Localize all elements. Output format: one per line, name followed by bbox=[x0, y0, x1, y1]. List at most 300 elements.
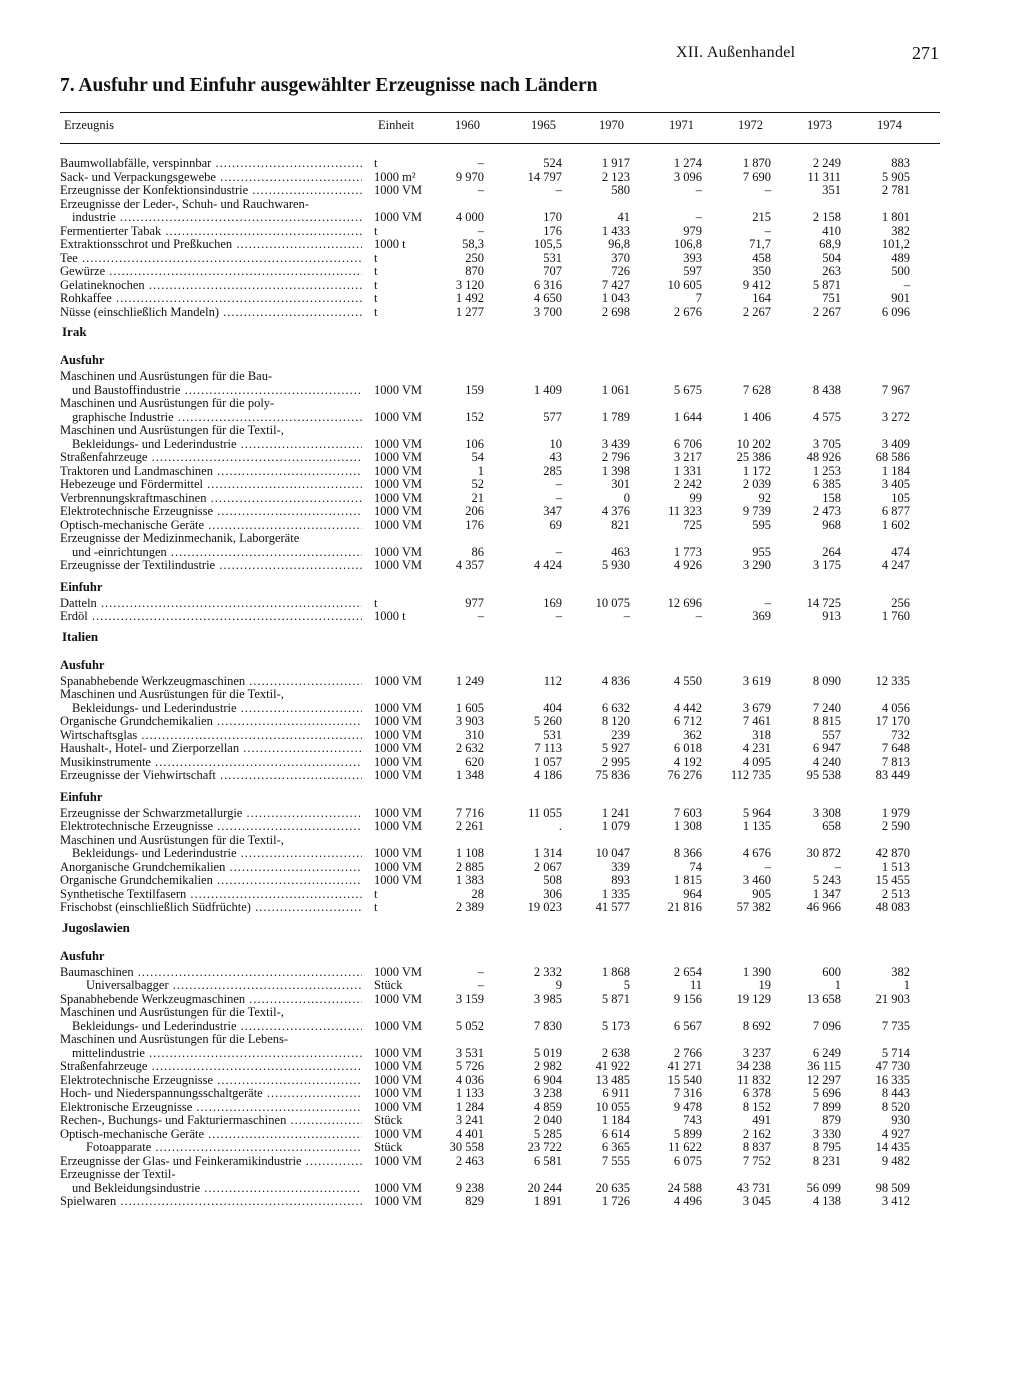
table-cell-1974: 5 905 bbox=[881, 169, 910, 184]
table-cell-1960: 3 120 bbox=[455, 277, 484, 292]
table-cell-1971: 41 271 bbox=[667, 1059, 702, 1073]
row-label: und Baustoffindustrie ..... bbox=[72, 384, 362, 398]
table-row-continued-label bbox=[0, 424, 1024, 438]
table-row bbox=[0, 874, 1024, 888]
table-cell-1960: 206 bbox=[465, 504, 484, 518]
row-label: Straßenfahrzeuge ..... bbox=[60, 451, 362, 465]
table-cell-1965: 2 040 bbox=[533, 1113, 562, 1127]
table-row bbox=[0, 756, 1024, 770]
table-cell-1960: 4 401 bbox=[455, 1126, 484, 1141]
table-cell-1970: 41 577 bbox=[595, 900, 630, 914]
table-row bbox=[0, 465, 1024, 479]
table-cell-1970: 1 079 bbox=[601, 819, 630, 833]
table-cell-1965: 531 bbox=[543, 727, 562, 742]
row-label: Elektrotechnische Erzeugnisse ..... bbox=[60, 1074, 362, 1088]
table-cell-1960: – bbox=[477, 964, 484, 979]
table-cell-1970: 1 241 bbox=[601, 805, 630, 820]
table-row bbox=[0, 171, 1024, 185]
row-label: Maschinen und Ausrüstungen für die poly- bbox=[60, 397, 275, 410]
table-cell-1971: 1 308 bbox=[673, 819, 702, 833]
table-cell-1973: 13 658 bbox=[806, 991, 841, 1006]
table-cell-1974: 7 967 bbox=[881, 382, 910, 397]
row-label: Fermentierter Tabak ..... bbox=[60, 225, 362, 239]
table-cell-1974: 1 760 bbox=[881, 609, 910, 623]
table-cell-1973: 1 347 bbox=[812, 886, 841, 901]
table-cell-1960: 3 159 bbox=[455, 991, 484, 1006]
country-heading: Irak bbox=[62, 324, 87, 339]
table-cell-1972: 8 692 bbox=[742, 1018, 771, 1033]
row-unit: 1000 VM bbox=[374, 805, 423, 820]
table-cell-1970: 821 bbox=[611, 517, 630, 532]
row-label: Verbrennungskraftmaschinen ..... bbox=[60, 492, 362, 506]
table-cell-1971: 7 603 bbox=[673, 805, 702, 820]
row-label: Maschinen und Ausrüstungen für die Textil-, bbox=[60, 688, 284, 701]
table-cell-1971: 2 242 bbox=[673, 477, 702, 491]
row-label: und Bekleidungsindustrie ..... bbox=[72, 1182, 362, 1196]
row-unit: 1000 VM bbox=[374, 1099, 423, 1114]
table-cell-1970: 463 bbox=[611, 544, 630, 559]
table-cell-1973: 68,9 bbox=[819, 237, 841, 251]
table-cell-1970: 5 bbox=[623, 978, 630, 992]
table-row-continued-label bbox=[0, 397, 1024, 411]
table-cell-1960: 1 133 bbox=[455, 1086, 484, 1100]
row-unit: 1000 t bbox=[374, 237, 406, 251]
table-cell-1970: 1 917 bbox=[601, 156, 630, 170]
table-cell-1972: 2 039 bbox=[742, 477, 771, 491]
table-cell-1965: 6 581 bbox=[533, 1153, 562, 1168]
section-heading-row bbox=[0, 783, 1024, 807]
table-cell-1971: 9 156 bbox=[673, 991, 702, 1006]
table-cell-1972: 34 238 bbox=[736, 1059, 771, 1073]
table-cell-1973: 557 bbox=[822, 727, 841, 742]
table-cell-1973: 3 175 bbox=[812, 558, 841, 572]
section-heading: Ausfuhr bbox=[60, 353, 105, 367]
table-row bbox=[0, 519, 1024, 533]
row-unit: Stück bbox=[374, 1140, 403, 1154]
table-cell-1974: 105 bbox=[891, 490, 910, 505]
row-unit: 1000 VM bbox=[374, 504, 423, 518]
table-cell-1970: 1 398 bbox=[601, 463, 630, 478]
table-cell-1974: 3 409 bbox=[881, 436, 910, 451]
table-cell-1974: 1 513 bbox=[881, 859, 910, 874]
table-cell-1972: 318 bbox=[752, 727, 771, 742]
row-label: Musikinstrumente ..... bbox=[60, 756, 362, 770]
table-cell-1972: 491 bbox=[752, 1113, 771, 1127]
row-unit: 1000 VM bbox=[374, 544, 423, 559]
row-unit: 1000 VM bbox=[374, 382, 423, 397]
page-number: 271 bbox=[912, 43, 939, 63]
table-row-continued-label bbox=[0, 532, 1024, 546]
row-unit: 1000 VM bbox=[374, 727, 423, 742]
row-unit: 1000 VM bbox=[374, 517, 423, 532]
table-cell-1971: 4 550 bbox=[673, 673, 702, 688]
table-cell-1960: 176 bbox=[465, 517, 484, 532]
table-cell-1960: 54 bbox=[471, 450, 484, 464]
table-cell-1974: 2 590 bbox=[881, 819, 910, 833]
row-label: Spanabhebende Werkzeugmaschinen ..... bbox=[60, 675, 362, 689]
table-cell-1971: 362 bbox=[683, 727, 702, 742]
table-cell-1971: – bbox=[695, 183, 702, 197]
table-cell-1971: 4 192 bbox=[673, 754, 702, 769]
table-cell-1972: 19 129 bbox=[736, 991, 771, 1006]
table-cell-1973: 8 795 bbox=[812, 1140, 841, 1154]
table-cell-1970: 1 789 bbox=[601, 409, 630, 424]
table-cell-1960: 620 bbox=[465, 754, 484, 769]
table-cell-1970: 1 433 bbox=[601, 223, 630, 238]
table-row bbox=[0, 478, 1024, 492]
table-cell-1973: 1 bbox=[834, 978, 841, 992]
table-cell-1974: 68 586 bbox=[875, 450, 910, 464]
table-cell-1970: 893 bbox=[611, 873, 630, 887]
section-heading: Ausfuhr bbox=[60, 948, 105, 963]
row-label: Maschinen und Ausrüstungen für die Textil-, bbox=[60, 833, 284, 847]
running-head: XII. Außenhandel bbox=[676, 44, 796, 61]
table-cell-1965: 577 bbox=[543, 409, 562, 424]
row-unit: 1000 t bbox=[374, 609, 406, 623]
table-cell-1974: 1 602 bbox=[881, 517, 910, 532]
table-cell-1965: – bbox=[555, 477, 562, 491]
table-row bbox=[0, 715, 1024, 729]
table-row-continued-label bbox=[0, 1006, 1024, 1020]
table-cell-1971: – bbox=[695, 609, 702, 623]
table-cell-1965: 69 bbox=[549, 517, 562, 532]
row-unit: 1000 VM bbox=[374, 991, 423, 1006]
table-cell-1970: 10 055 bbox=[595, 1099, 630, 1114]
table-cell-1960: 5 052 bbox=[455, 1018, 484, 1033]
table-cell-1972: 1 135 bbox=[742, 819, 771, 833]
row-unit: 1000 VM bbox=[374, 859, 423, 874]
table-row bbox=[0, 306, 1024, 320]
row-unit: Stück bbox=[374, 1113, 403, 1127]
table-cell-1965: 105,5 bbox=[533, 237, 562, 251]
table-row bbox=[0, 438, 1024, 452]
row-label: Erzeugnisse der Schwarzmetallurgie ..... bbox=[60, 807, 362, 821]
row-unit: 1000 VM bbox=[374, 490, 423, 505]
table-cell-1974: 98 509 bbox=[875, 1180, 910, 1195]
table-cell-1973: 410 bbox=[822, 223, 841, 238]
table-cell-1970: 13 485 bbox=[595, 1072, 630, 1087]
table-cell-1972: 71,7 bbox=[749, 237, 771, 251]
table-cell-1971: 1 644 bbox=[673, 409, 702, 424]
table-cell-1972: 43 731 bbox=[736, 1180, 771, 1195]
table-cell-1973: 7 899 bbox=[812, 1099, 841, 1114]
table-cell-1974: 489 bbox=[891, 250, 910, 265]
table-row bbox=[0, 411, 1024, 425]
section-heading-row bbox=[0, 651, 1024, 675]
table-cell-1972: 57 382 bbox=[736, 900, 771, 914]
row-unit: 1000 VM bbox=[374, 1072, 423, 1087]
table-cell-1972: 4 231 bbox=[742, 741, 771, 755]
table-cell-1970: 370 bbox=[611, 250, 630, 265]
section-heading-row bbox=[0, 573, 1024, 597]
table-cell-1960: – bbox=[477, 978, 484, 992]
table-cell-1971: 1 331 bbox=[673, 463, 702, 478]
table-cell-1973: 3 330 bbox=[812, 1126, 841, 1141]
table-row bbox=[0, 211, 1024, 225]
table-row-continued-label bbox=[0, 1033, 1024, 1047]
page-title: 7. Ausfuhr und Einfuhr ausgewählter Erzeugnisse nach Ländern bbox=[60, 75, 598, 96]
table-cell-1972: 2 162 bbox=[742, 1126, 771, 1141]
table-cell-1972: 905 bbox=[752, 886, 771, 901]
table-cell-1974: 17 170 bbox=[875, 714, 910, 728]
table-cell-1973: 48 926 bbox=[806, 450, 841, 464]
country-heading-row bbox=[0, 319, 1024, 346]
table-cell-1973: 5 696 bbox=[812, 1086, 841, 1100]
table-cell-1971: 725 bbox=[683, 517, 702, 532]
row-unit: 1000 VM bbox=[374, 450, 423, 464]
table-row bbox=[0, 1101, 1024, 1115]
table-cell-1974: 5 714 bbox=[881, 1045, 910, 1060]
table-cell-1970: 8 120 bbox=[601, 714, 630, 728]
row-label: Fotoapparate ..... bbox=[86, 1141, 362, 1155]
table-cell-1973: 36 115 bbox=[807, 1059, 841, 1073]
table-cell-1974: 2 513 bbox=[881, 886, 910, 901]
table-row bbox=[0, 901, 1024, 915]
table-cell-1973: 8 815 bbox=[812, 714, 841, 728]
table-cell-1960: 310 bbox=[465, 727, 484, 742]
table-cell-1965: 23 722 bbox=[527, 1140, 562, 1154]
table-cell-1973: 600 bbox=[822, 964, 841, 979]
table-cell-1971: 6 018 bbox=[673, 741, 702, 755]
table-cell-1965: 707 bbox=[543, 264, 562, 278]
table-cell-1970: 10 047 bbox=[595, 846, 630, 860]
table-cell-1973: 56 099 bbox=[806, 1180, 841, 1195]
table-cell-1973: 4 138 bbox=[812, 1194, 841, 1208]
table-cell-1973: 8 438 bbox=[812, 382, 841, 397]
table-cell-1970: 2 123 bbox=[601, 169, 630, 184]
table-cell-1965: – bbox=[555, 544, 562, 559]
table-cell-1973: 8 231 bbox=[812, 1153, 841, 1168]
table-row bbox=[0, 157, 1024, 171]
table-cell-1974: 1 bbox=[903, 978, 910, 992]
row-label: und -einrichtungen ..... bbox=[72, 546, 362, 560]
row-unit: t bbox=[374, 277, 378, 292]
table-cell-1960: 4 357 bbox=[455, 558, 484, 572]
row-label: Universalbagger ..... bbox=[86, 979, 362, 993]
table-row bbox=[0, 610, 1024, 624]
table-cell-1970: 20 635 bbox=[595, 1180, 630, 1195]
table-cell-1970: 2 698 bbox=[601, 304, 630, 319]
table-cell-1965: 14 797 bbox=[527, 169, 562, 184]
table-cell-1972: 6 378 bbox=[742, 1086, 771, 1100]
table-cell-1965: 3 700 bbox=[533, 304, 562, 319]
table-cell-1971: 743 bbox=[683, 1113, 702, 1127]
table-cell-1965: 11 055 bbox=[528, 805, 562, 820]
row-label: Hoch- und Niederspannungsschaltgeräte ..... bbox=[60, 1087, 362, 1101]
table-cell-1960: 2 885 bbox=[455, 859, 484, 874]
table-row-continued-label bbox=[0, 834, 1024, 848]
table-cell-1965: 43 bbox=[549, 450, 562, 464]
table-cell-1971: 74 bbox=[689, 859, 702, 874]
table-cell-1965: 2 332 bbox=[533, 964, 562, 979]
table-cell-1971: 6 712 bbox=[673, 714, 702, 728]
table-cell-1965: 531 bbox=[543, 250, 562, 265]
table-cell-1965: – bbox=[555, 609, 562, 623]
row-label: Maschinen und Ausrüstungen für die Bau- bbox=[60, 370, 273, 383]
table-cell-1974: 3 272 bbox=[881, 409, 910, 424]
table-row bbox=[0, 729, 1024, 743]
table-row bbox=[0, 993, 1024, 1007]
table-cell-1965: 285 bbox=[543, 463, 562, 478]
row-unit: 1000 VM bbox=[374, 463, 423, 478]
table-cell-1972: 7 752 bbox=[742, 1153, 771, 1168]
table-cell-1971: 11 622 bbox=[668, 1140, 702, 1154]
table-cell-1970: 96,8 bbox=[608, 237, 630, 251]
table-cell-1974: 83 449 bbox=[875, 768, 910, 782]
section-heading: Ausfuhr bbox=[60, 657, 105, 672]
row-unit: 1000 VM bbox=[374, 846, 423, 860]
table-row bbox=[0, 597, 1024, 611]
table-cell-1973: 3 308 bbox=[812, 805, 841, 820]
table-cell-1972: 4 676 bbox=[742, 846, 771, 860]
table-cell-1971: 4 926 bbox=[673, 558, 702, 572]
table-cell-1965: 1 314 bbox=[533, 846, 562, 860]
table-cell-1971: 12 696 bbox=[667, 595, 702, 610]
table-cell-1960: 3 531 bbox=[455, 1045, 484, 1060]
row-unit: t bbox=[374, 250, 378, 265]
section-heading-row bbox=[0, 942, 1024, 966]
table-cell-1960: – bbox=[477, 183, 484, 197]
table-cell-1971: 5 899 bbox=[673, 1126, 702, 1141]
table-cell-1970: – bbox=[623, 609, 630, 623]
table-cell-1973: 968 bbox=[822, 517, 841, 532]
table-cell-1971: – bbox=[695, 210, 702, 224]
table-cell-1972: 4 095 bbox=[742, 754, 771, 769]
table-row bbox=[0, 769, 1024, 783]
row-unit: t bbox=[374, 595, 378, 610]
table-cell-1960: 1 605 bbox=[455, 700, 484, 715]
row-label: mittelindustrie ..... bbox=[72, 1047, 362, 1061]
table-cell-1960: 2 463 bbox=[455, 1153, 484, 1168]
table-row-continued-label bbox=[0, 370, 1024, 384]
table-cell-1974: 7 735 bbox=[881, 1018, 910, 1033]
table-cell-1970: 239 bbox=[611, 727, 630, 742]
table-cell-1974: 382 bbox=[891, 223, 910, 238]
table-cell-1974: 12 335 bbox=[875, 673, 910, 688]
column-header-year: 1960 bbox=[455, 118, 480, 132]
row-unit: 1000 VM bbox=[374, 1153, 423, 1168]
table-cell-1960: 152 bbox=[465, 409, 484, 424]
table-cell-1971: 3 096 bbox=[673, 169, 702, 184]
table-cell-1965: 170 bbox=[543, 210, 562, 224]
table-row bbox=[0, 1182, 1024, 1196]
table-cell-1965: 4 424 bbox=[533, 558, 562, 572]
table-cell-1973: 1 253 bbox=[812, 463, 841, 478]
table-cell-1972: 7 461 bbox=[742, 714, 771, 728]
table-row bbox=[0, 238, 1024, 252]
country-heading-row bbox=[0, 624, 1024, 651]
table-cell-1970: 75 836 bbox=[595, 768, 630, 782]
row-label: Elektronische Erzeugnisse ..... bbox=[60, 1101, 362, 1115]
table-cell-1974: 4 056 bbox=[881, 700, 910, 715]
table-cell-1970: 5 871 bbox=[601, 991, 630, 1006]
table-cell-1973: 14 725 bbox=[806, 595, 841, 610]
row-label: Spanabhebende Werkzeugmaschinen ..... bbox=[60, 993, 362, 1007]
country-heading: Italien bbox=[62, 628, 99, 644]
table-cell-1972: 8 837 bbox=[742, 1140, 771, 1154]
table-cell-1972: 9 739 bbox=[742, 504, 771, 518]
table-cell-1973: 264 bbox=[822, 544, 841, 559]
table-cell-1970: 5 927 bbox=[601, 741, 630, 755]
table-cell-1971: 11 bbox=[689, 978, 702, 992]
table-cell-1970: 6 911 bbox=[602, 1086, 630, 1100]
row-label: Elektrotechnische Erzeugnisse ..... bbox=[60, 505, 362, 519]
row-label: Gewürze ..... bbox=[60, 265, 362, 279]
row-label: Spielwaren ..... bbox=[60, 1195, 362, 1209]
table-cell-1965: 6 904 bbox=[533, 1072, 562, 1087]
table-cell-1971: 1 815 bbox=[673, 873, 702, 887]
table-cell-1973: 8 090 bbox=[812, 673, 841, 688]
row-label: Hebezeuge und Fördermittel ..... bbox=[60, 478, 362, 492]
row-unit: 1000 VM bbox=[374, 673, 423, 688]
row-label: Erzeugnisse der Textil- bbox=[60, 1168, 176, 1181]
table-row bbox=[0, 546, 1024, 560]
table-cell-1970: 6 632 bbox=[601, 700, 630, 715]
row-unit: 1000 VM bbox=[374, 754, 423, 769]
table-cell-1970: 4 376 bbox=[601, 504, 630, 518]
column-header-year: 1973 bbox=[807, 118, 832, 132]
table-cell-1971: 6 075 bbox=[673, 1153, 702, 1168]
row-unit: 1000 VM bbox=[374, 873, 423, 887]
table-cell-1973: 158 bbox=[822, 490, 841, 505]
table-cell-1972: – bbox=[764, 595, 771, 610]
column-header-year: 1970 bbox=[599, 118, 624, 132]
country-heading: Jugoslawien bbox=[62, 919, 130, 935]
table-cell-1972: 9 412 bbox=[742, 277, 771, 292]
table-cell-1974: 3 405 bbox=[881, 477, 910, 491]
table-cell-1973: 751 bbox=[822, 291, 841, 305]
table-cell-1971: 9 478 bbox=[673, 1099, 702, 1114]
table-cell-1974: 1 184 bbox=[881, 463, 910, 478]
row-unit: t bbox=[374, 291, 378, 305]
table-cell-1960: 2 632 bbox=[455, 741, 484, 755]
table-cell-1974: 382 bbox=[891, 964, 910, 979]
table-row bbox=[0, 807, 1024, 821]
table-cell-1960: 28 bbox=[471, 886, 484, 901]
table-row bbox=[0, 384, 1024, 398]
table-cell-1970: 2 638 bbox=[601, 1045, 630, 1060]
row-label: Synthetische Textilfasern ..... bbox=[60, 888, 362, 902]
table-cell-1974: 930 bbox=[891, 1113, 910, 1127]
table-cell-1965: 5 285 bbox=[533, 1126, 562, 1141]
table-row bbox=[0, 966, 1024, 980]
table-cell-1974: 1 979 bbox=[881, 805, 910, 820]
table-cell-1971: 76 276 bbox=[667, 768, 702, 782]
table-cell-1970: 3 439 bbox=[601, 436, 630, 451]
table-cell-1965: 347 bbox=[543, 504, 562, 518]
row-unit: t bbox=[374, 223, 378, 238]
table-cell-1974: 4 927 bbox=[881, 1126, 910, 1141]
row-label: graphische Industrie ..... bbox=[72, 411, 362, 425]
section-heading: Einfuhr bbox=[60, 579, 103, 594]
table-cell-1972: 3 679 bbox=[742, 700, 771, 715]
row-label: Bekleidungs- und Lederindustrie ..... bbox=[72, 702, 362, 716]
table-cell-1974: 901 bbox=[891, 291, 910, 305]
table-cell-1960: 5 726 bbox=[455, 1059, 484, 1073]
table-cell-1965: . bbox=[558, 819, 562, 833]
table-cell-1974: 7 648 bbox=[881, 741, 910, 755]
row-label: Anorganische Grundchemikalien ..... bbox=[60, 861, 362, 875]
table-cell-1970: 580 bbox=[611, 183, 630, 197]
table-row bbox=[0, 861, 1024, 875]
table-cell-1972: 3 237 bbox=[742, 1045, 771, 1060]
row-unit: 1000 VM bbox=[374, 1180, 423, 1195]
row-unit: 1000 m² bbox=[374, 169, 416, 184]
table-cell-1965: 112 bbox=[543, 673, 562, 688]
table-cell-1965: 508 bbox=[543, 873, 562, 887]
row-unit: t bbox=[374, 156, 378, 170]
table-row bbox=[0, 1087, 1024, 1101]
